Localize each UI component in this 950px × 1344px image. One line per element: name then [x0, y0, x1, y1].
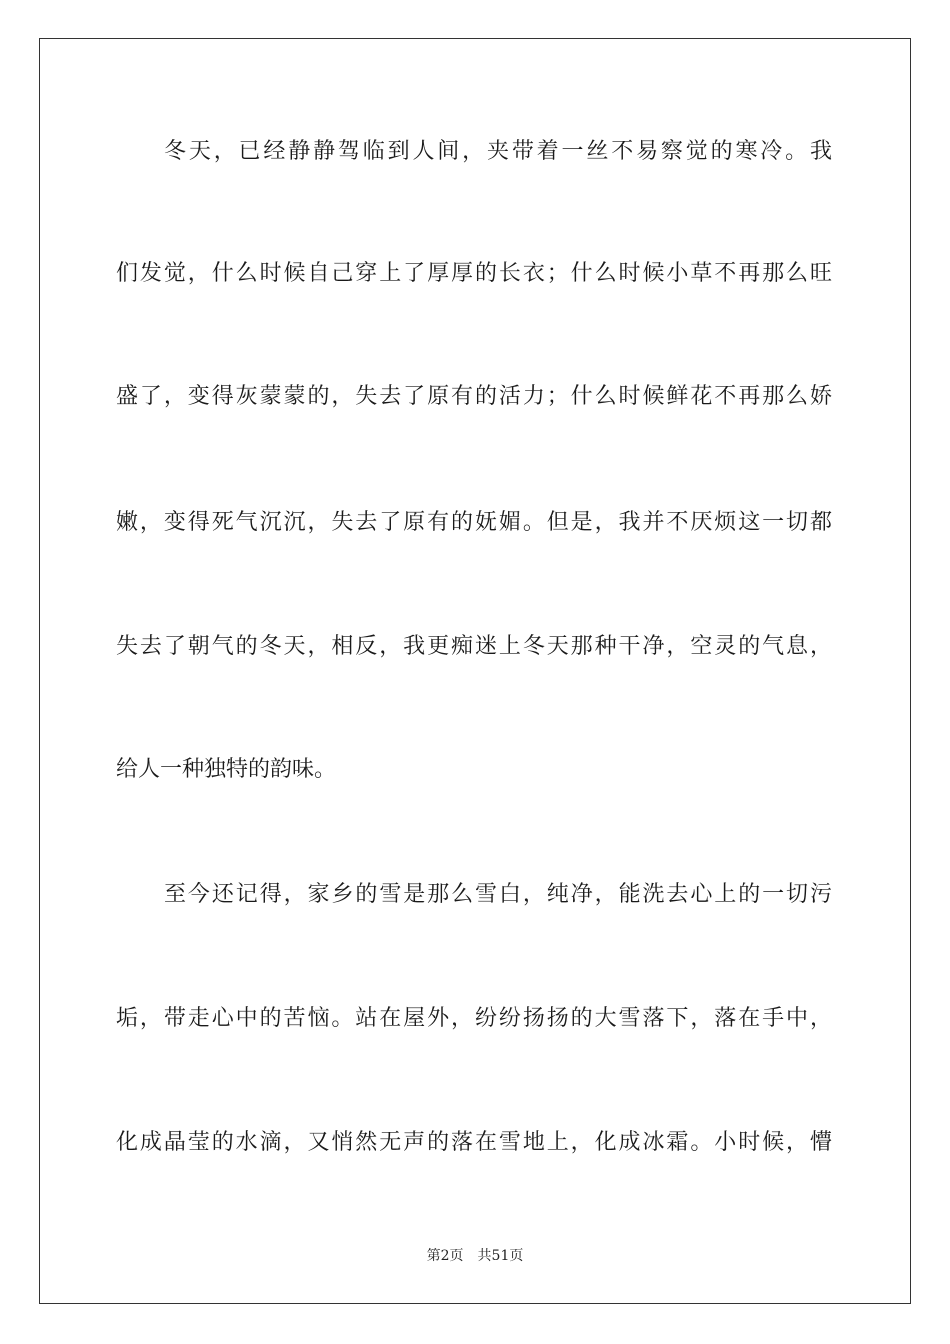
paragraph-1-line-2: 们发觉，什么时候自己穿上了厚厚的长衣；什么时候小草不再那么旺 [116, 261, 832, 286]
page-total: 共51页 [477, 1248, 524, 1264]
paragraph-1-line-5: 失去了朝气的冬天，相反，我更痴迷上冬天那种干净，空灵的气息， [116, 634, 832, 659]
paragraph-2-line-1: 至今还记得，家乡的雪是那么雪白，纯净，能洗去心上的一切污 [164, 882, 832, 907]
page-number: 第2页 [426, 1248, 464, 1264]
paragraph-1-line-1: 冬天，已经静静驾临到人间，夹带着一丝不易察觉的寒冷。我 [164, 139, 832, 164]
paragraph-1-line-3: 盛了，变得灰蒙蒙的，失去了原有的活力；什么时候鲜花不再那么娇 [116, 384, 832, 409]
paragraph-1-line-4: 嫩，变得死气沉沉，失去了原有的妩媚。但是，我并不厌烦这一切都 [116, 510, 832, 535]
paragraph-1-line-6: 给人一种独特的韵味。 [116, 757, 337, 782]
page-frame [39, 38, 911, 1304]
paragraph-2-line-3: 化成晶莹的水滴，又悄然无声的落在雪地上，化成冰霜。小时候，懵 [116, 1130, 832, 1155]
page-footer [0, 1246, 950, 1266]
paragraph-2-line-2: 垢，带走心中的苦恼。站在屋外，纷纷扬扬的大雪落下，落在手中， [116, 1006, 832, 1031]
